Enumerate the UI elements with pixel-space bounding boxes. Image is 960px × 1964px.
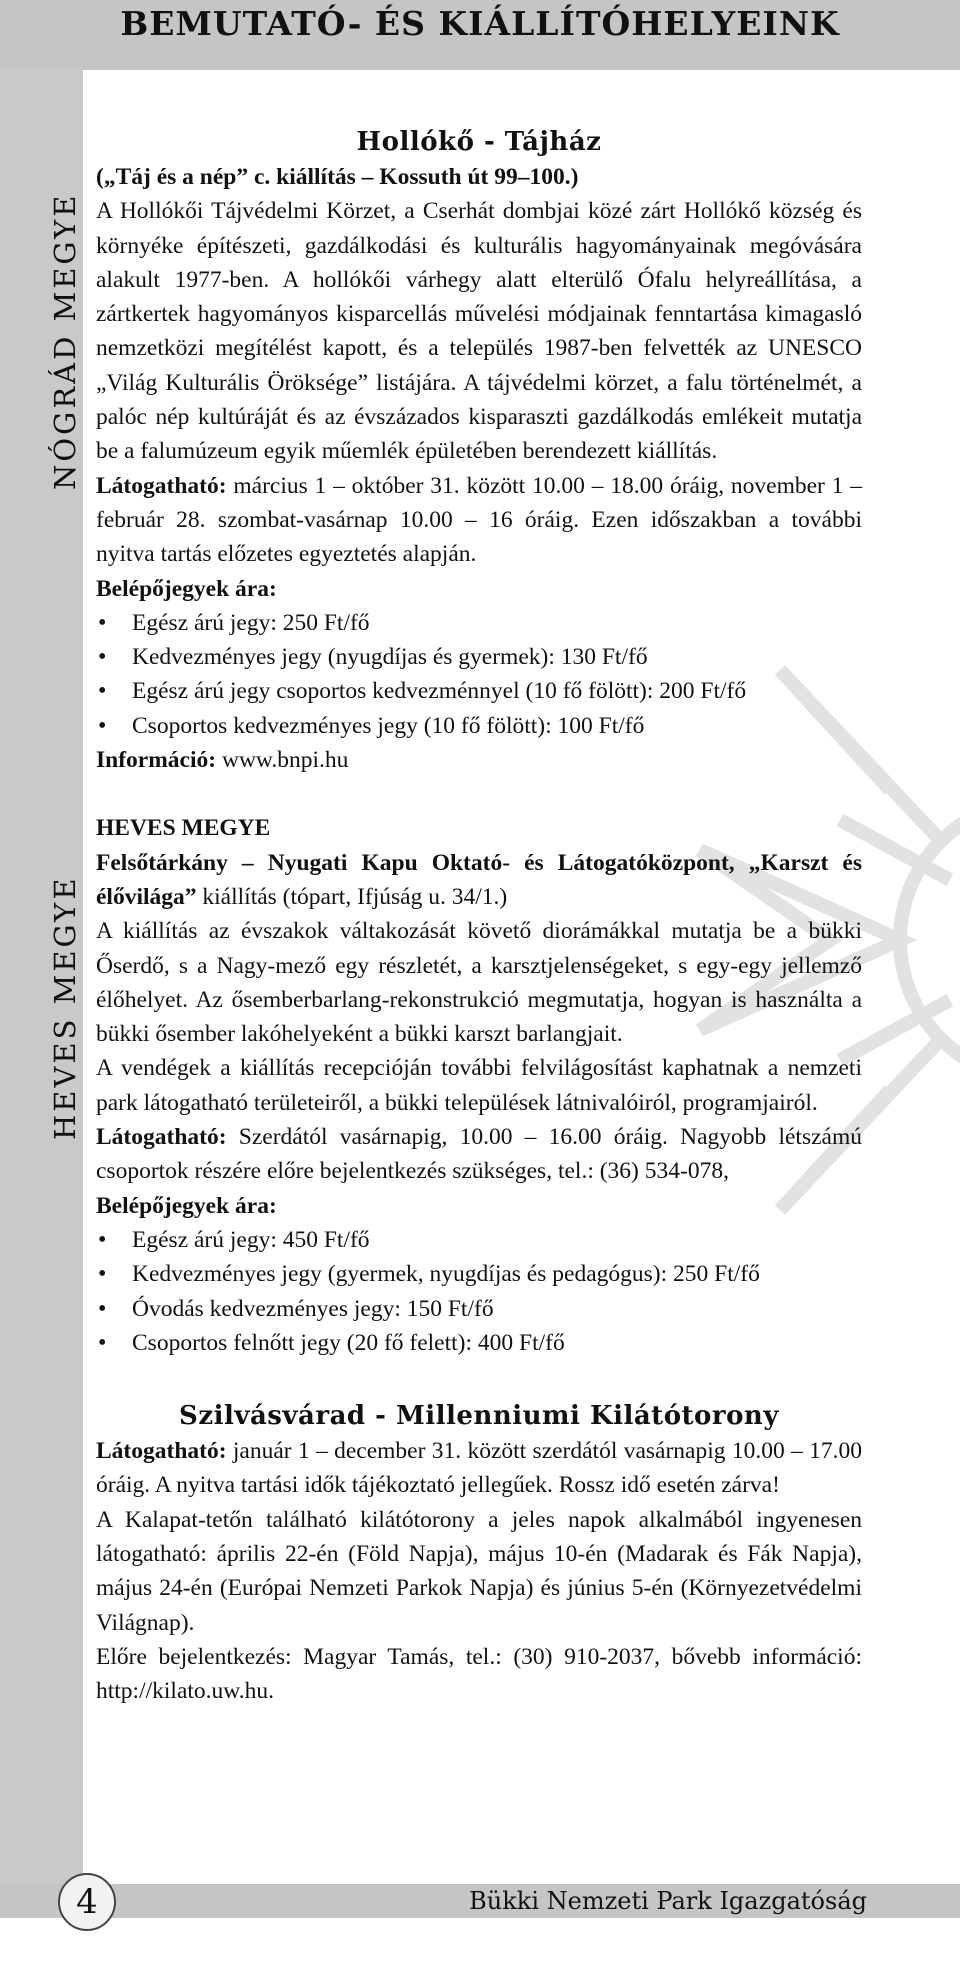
- section-title-rest: kiállítás (tópart, Ifjúság u. 34/1.): [196, 883, 508, 910]
- section-title: Hollókő - Tájház: [356, 127, 602, 157]
- list-item: • Óvodás kedvezményes jegy: 150 Ft/fő: [96, 1292, 862, 1326]
- list-item: • Kedvezményes jegy (gyermek, nyugdíjas és pedagógus): 250 Ft/fő: [96, 1257, 862, 1291]
- section-body: A vendégek a kiállítás recepcióján további felvilágosítást kaphatnak a nemzeti park látogatható területeiről, a bükki települések látnivalóiról, programjairól.: [96, 1055, 862, 1116]
- county-sidebar: [0, 70, 83, 1884]
- page-header: [0, 0, 960, 70]
- ticket-prices-label: Belépőjegyek ára:: [96, 575, 277, 602]
- ticket-prices-label: Belépőjegyek ára:: [96, 1192, 277, 1219]
- page-number: 4: [58, 1873, 116, 1931]
- opening-hours-label: Látogatható:: [96, 472, 227, 499]
- county-label-heves: HEVES MEGYE: [48, 875, 82, 1140]
- section-subtitle: („Táj és a nép” c. kiállítás – Kossuth út 99–100.): [96, 164, 579, 190]
- page-title: BEMUTATÓ- ÉS KIÁLLÍTÓHELYEINK: [120, 4, 840, 43]
- county-heading: HEVES MEGYE: [96, 815, 271, 842]
- section-title-bold: Felsőtárkány – Nyugati Kapu Oktató- és Látogatóközpont, „Karszt és élővilága”: [96, 849, 862, 910]
- list-item: • Egész árú jegy: 250 Ft/fő: [96, 606, 862, 640]
- section-felsotarkany: [96, 811, 862, 1360]
- opening-hours: [96, 1434, 862, 1503]
- county-label-nograd: NÓGRÁD MEGYE: [48, 192, 82, 490]
- info-line: [96, 743, 862, 777]
- section-body: A Kalapat-tetőn található kilátótorony a jeles napok alkalmából ingyenesen látogatható: április 22-én (Föld Napja), május 10-én (Madarak és Fák Napja), május 24-én (Európai Nemzeti Parkok Napja) és június 5-én (Környezetvédelmi Világnap).: [96, 1506, 862, 1636]
- ticket-price-list: [96, 606, 862, 743]
- list-item: • Egész árú jegy csoportos kedvezménnyel (10 fő fölött): 200 Ft/fő: [96, 674, 862, 708]
- info-link[interactable]: www.bnpi.hu: [221, 747, 349, 774]
- info-label: Információ:: [96, 747, 217, 774]
- opening-hours-text: Szerdától vasárnapig, 10.00 – 16.00 óráig. Nagyobb létszámú csoportok részére előre bejelentkezés szükséges, tel.: (36) 534-078,: [96, 1124, 862, 1185]
- opening-hours: [96, 1120, 862, 1189]
- section-hollokoe: [96, 124, 862, 777]
- opening-hours-text: március 1 – október 31. között 10.00 – 18.00 óráig, november 1 – február 28. szombat-vasárnap 10.00 – 16 óráig. Ezen időszakban a további nyitva tartás előzetes egyeztetés alapján.: [96, 472, 862, 568]
- list-item: • Kedvezményes jegy (nyugdíjas és gyermek): 130 Ft/fő: [96, 640, 862, 674]
- opening-hours-text: január 1 – december 31. között szerdától vasárnapig 10.00 – 17.00 óráig. A nyitva tartási idők tájékoztató jellegűek. Rossz idő esetén zárva!: [96, 1438, 862, 1499]
- opening-hours-label: Látogatható:: [96, 1438, 227, 1465]
- opening-hours: [96, 469, 862, 572]
- list-item: • Csoportos kedvezményes jegy (10 fő fölött): 100 Ft/fő: [96, 709, 862, 743]
- section-szilvasvarad: [96, 1398, 862, 1708]
- section-body: A kiállítás az évszakok váltakozását követő diorámákkal mutatja be a bükki Őserdő, s a Nagy-mező egy részletét, a karsztjelenségeket, s egy-egy jellemző élőhelyet. Az ősemberbarlang-rekonstrukció megmutatja, hogyan is használta a bükki ősember lakóhelyeként a bükki karszt barlangjait.: [96, 918, 862, 1048]
- contact-info: Előre bejelentkezés: Magyar Tamás, tel.: (30) 910-2037, bővebb információ: http://kilato.uw.hu.: [96, 1643, 862, 1705]
- section-title: [96, 846, 862, 915]
- list-item: • Egész árú jegy: 450 Ft/fő: [96, 1223, 862, 1257]
- ticket-price-list: [96, 1223, 862, 1360]
- opening-hours-label: Látogatható:: [96, 1124, 227, 1151]
- main-content: [96, 124, 862, 1708]
- section-title: Szilvásvárad - Millenniumi Kilátótorony: [179, 1401, 779, 1432]
- footer-organization: Bükki Nemzeti Park Igazgatóság: [469, 1887, 867, 1915]
- list-item: • Csoportos felnőtt jegy (20 fő felett): 400 Ft/fő: [96, 1326, 862, 1360]
- section-body: A Hollókői Tájvédelmi Körzet, a Cserhát dombjai közé zárt Hollókő község és környéke építészeti, gazdálkodási és kulturális hagyományainak megóvására alakult 1977-ben. A hollókői várhegy alatt elterülő Ófalu helyreállítása, a zártkertek hagyományos kisparcellás művelési módjainak fenntartása kimagasló nemzetközi megítélést kapott, és a település 1987-ben felvették az UNESCO „Világ Kulturális Öröksége” listájára. A tájvédelmi körzet, a falu történelmét, a palóc nép kultúráját és az évszázados kisparaszti gazdálkodás emlékeit mutatja be a falumúzeum egyik műemlék épületében berendezett kiállítás.: [96, 198, 862, 465]
